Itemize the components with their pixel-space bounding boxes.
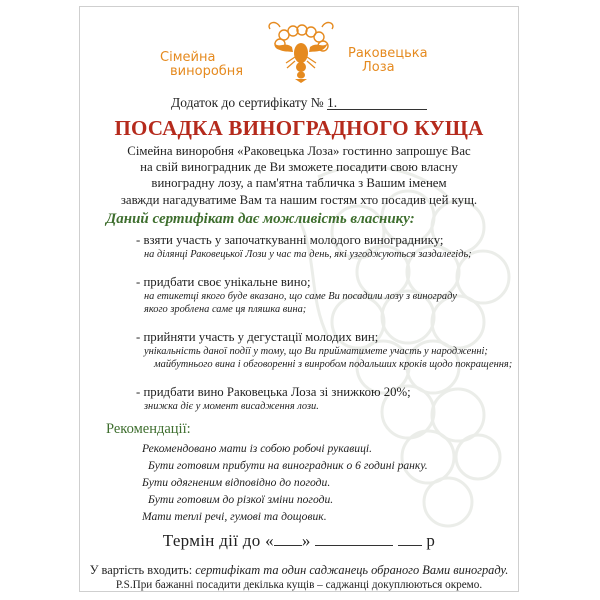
logo-left-line2: виноробня xyxy=(170,64,244,79)
list-item xyxy=(136,275,457,316)
bullet-note: майбутнього вина і обговоренні з винробом подальших кроків щодо покращення; xyxy=(154,359,513,370)
logo-right-line1: Раковецька xyxy=(348,46,428,61)
included-value: сертифікат та один саджанець обраного Вами винограду. xyxy=(195,563,509,577)
postscript: P.S.При бажанні посадити декілька кущів – саджанці докуплюються окремо. xyxy=(115,579,483,591)
recommendations-heading: Рекомендації: xyxy=(106,421,191,437)
addon-label: Додаток до сертифікату № xyxy=(171,95,324,110)
validity-label: Термін дії до « xyxy=(162,531,274,550)
recommendation-item: Мати теплі речі, гумові та дощовик. xyxy=(142,510,327,523)
list-item xyxy=(136,330,512,371)
bullet-note: якого зроблена саме ця пляшка вина; xyxy=(144,304,307,315)
winery-logo xyxy=(80,17,518,87)
validity-line xyxy=(80,531,518,551)
certificate-addon-line xyxy=(80,95,518,111)
bullet-note: унікальність даної події у тому, що Ви прийматимете участь у народженні; xyxy=(144,346,488,357)
logo-right-line2: Лоза xyxy=(362,60,395,75)
included-line xyxy=(80,563,518,578)
validity-day-blank xyxy=(274,545,302,546)
page-title: ПОСАДКА ВИНОГРАДНОГО КУЩА xyxy=(114,116,484,140)
intro-line: Сімейна виноробня «Раковецька Лоза» гостинно запрошує Вас xyxy=(127,144,471,158)
bullet-note: на етикетці якого буде вказано, що саме Ви посадили лозу з винограду xyxy=(144,291,457,302)
intro-line: завжди нагадуватиме Вам та нашим гостям хто посадив цей кущ. xyxy=(120,192,478,207)
intro-line: на свій виноградник де Ви зможете посадити свою власну xyxy=(140,160,458,175)
list-item xyxy=(136,233,472,261)
logo-left-line1: Сімейна xyxy=(160,50,216,65)
opportunities-heading: Даний сертифікат дає можливість власнику: xyxy=(106,211,415,227)
bullet-main: - придбати своє унікальне вино; xyxy=(136,275,311,289)
logo-text-right xyxy=(348,47,428,75)
validity-close-quote: » xyxy=(301,531,311,550)
validity-year-blank xyxy=(398,545,422,546)
intro-line: виноградну лозу, а пам'ятна табличка з Вашим іменем xyxy=(151,176,447,191)
list-item xyxy=(136,385,411,413)
bullet-main: - придбати вино Раковецька Лоза зі знижкою 20%; xyxy=(136,385,411,399)
recommendations-list xyxy=(142,440,428,525)
bullet-note: знижка діє у момент висадження лози. xyxy=(144,401,319,412)
logo-text-left xyxy=(160,51,243,79)
validity-year-suffix: р xyxy=(426,531,436,550)
intro-paragraph xyxy=(80,143,518,208)
bullet-main: - взяти участь у започаткуванні молодого винограднику; xyxy=(136,233,444,247)
bullet-main: - прийняти участь у дегустації молодих вин; xyxy=(136,330,379,344)
recommendation-item: Бути одягненим відповідно до погоди. xyxy=(142,476,331,489)
certificate-sheet xyxy=(79,6,519,592)
addon-number: 1. xyxy=(327,96,427,110)
recommendation-item: Бути готовим прибути на виноградник о 6 годині ранку. xyxy=(148,459,428,472)
included-label: У вартість входить: xyxy=(89,563,193,577)
validity-month-blank xyxy=(315,545,393,546)
crayfish-grapes-logo-icon xyxy=(262,21,340,83)
recommendation-item: Бути готовим до різкої зміни погоди. xyxy=(148,493,334,506)
recommendation-item: Рекомендовано мати із собою робочі рукавиці. xyxy=(142,442,372,455)
bullet-note: на ділянці Раковецької Лози у час та день, які узгоджуються заздалегідь; xyxy=(144,249,472,260)
